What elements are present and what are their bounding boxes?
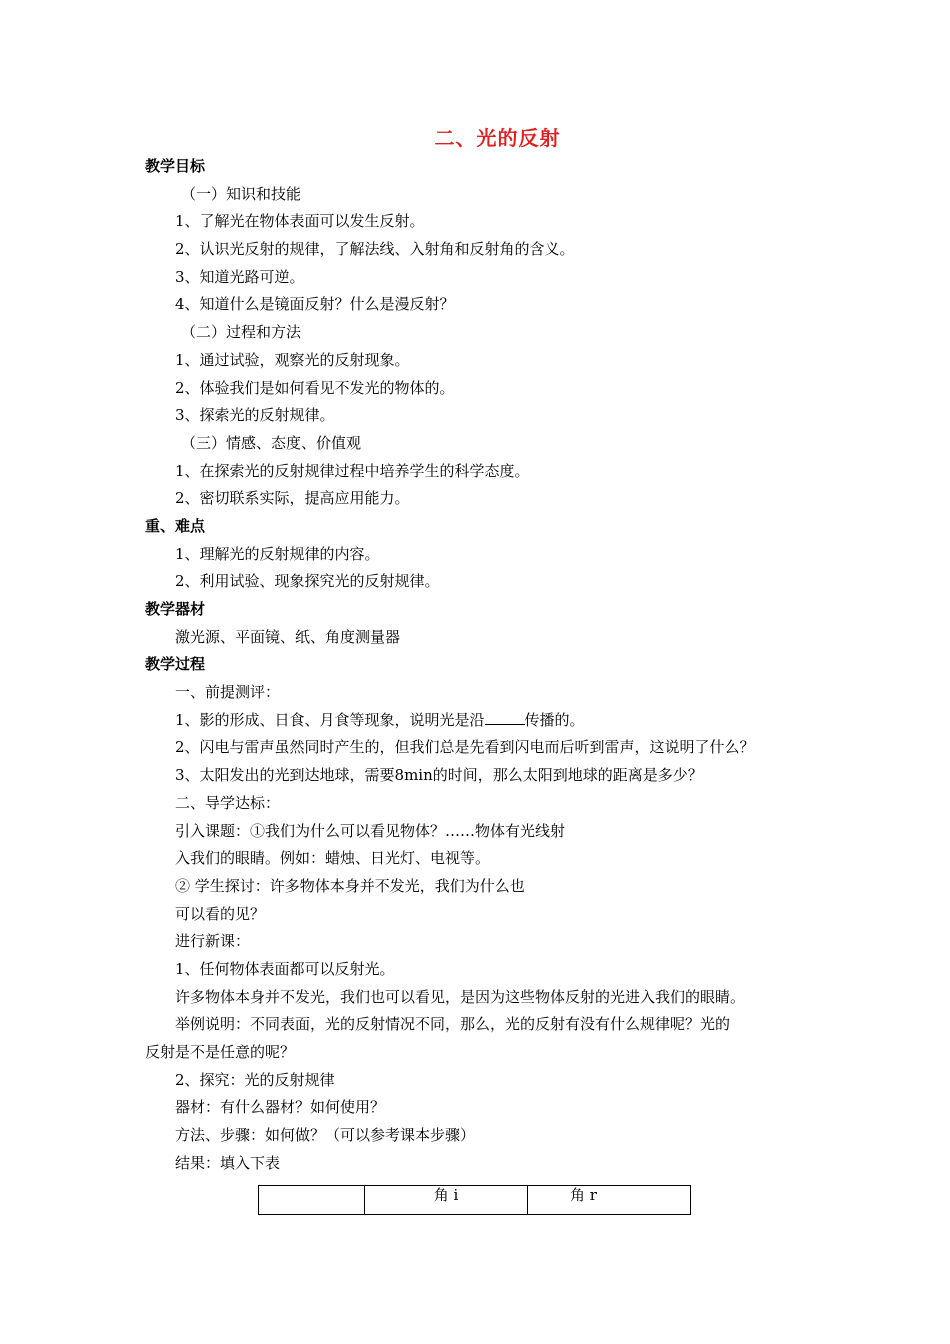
paragraph: 二、导学达标： bbox=[175, 793, 281, 812]
paragraph: 许多物体本身并不发光，我们也可以看见，是因为这些物体反射的光进入我们的眼睛。 bbox=[175, 987, 746, 1006]
list-item: 2、利用试验、现象探究光的反射规律。 bbox=[175, 572, 440, 591]
table-header-angle-r: 角 r bbox=[528, 1186, 691, 1215]
paragraph: 引入课题：①我们为什么可以看见物体？……物体有光线射 bbox=[175, 821, 566, 840]
list-item: 1、在探索光的反射规律过程中培养学生的科学态度。 bbox=[175, 461, 530, 480]
section-heading-equipment: 教学器材 bbox=[145, 600, 206, 618]
paragraph: 方法、步骤：如何做？（可以参考课本步骤） bbox=[175, 1126, 476, 1145]
paragraph: 进行新课： bbox=[175, 932, 251, 951]
list-item: 1、理解光的反射规律的内容。 bbox=[175, 544, 380, 563]
table-header-angle-i: 角 i bbox=[365, 1186, 528, 1215]
list-item: 2、密切联系实际，提高应用能力。 bbox=[175, 489, 410, 508]
table-cell bbox=[259, 1186, 365, 1215]
paragraph: 2、探究：光的反射规律 bbox=[175, 1070, 335, 1089]
question-item: 3、太阳发出的光到达地球，需要8min的时间，那么太阳到地球的距离是多少？ bbox=[175, 766, 703, 785]
paragraph: 一、前提测评： bbox=[175, 683, 281, 702]
question-text: 1、影的形成、日食、月食等现象，说明光是沿 bbox=[175, 710, 485, 729]
list-item: 1、了解光在物体表面可以发生反射。 bbox=[175, 212, 425, 231]
list-item: 1、通过试验，观察光的反射现象。 bbox=[175, 350, 410, 369]
table-row bbox=[259, 1186, 691, 1215]
paragraph: 可以看的见？ bbox=[175, 904, 266, 923]
section-heading-process: 教学过程 bbox=[145, 655, 206, 674]
paragraph: ② 学生探讨：许多物体本身并不发光，我们为什么也 bbox=[175, 876, 525, 895]
paragraph: 反射是不是任意的呢？ bbox=[145, 1043, 296, 1061]
subheading-process: （二）过程和方法 bbox=[181, 323, 302, 342]
results-table bbox=[258, 1185, 691, 1215]
paragraph: 器材：有什么器材？如何使用？ bbox=[175, 1098, 386, 1117]
subheading-knowledge: （一）知识和技能 bbox=[181, 184, 302, 203]
fill-in-blank bbox=[485, 710, 525, 725]
question-item bbox=[145, 707, 825, 735]
equipment-list: 激光源、平面镜、纸、角度测量器 bbox=[175, 627, 401, 646]
list-item: 2、认识光反射的规律，了解法线、入射角和反射角的含义。 bbox=[175, 240, 575, 259]
paragraph: 结果：填入下表 bbox=[175, 1153, 281, 1172]
paragraph: 1、任何物体表面都可以反射光。 bbox=[175, 959, 395, 978]
document-body bbox=[145, 153, 825, 1177]
list-item: 4、知道什么是镜面反射？什么是漫反射？ bbox=[175, 295, 455, 314]
paragraph: 举例说明：不同表面，光的反射情况不同，那么，光的反射有没有什么规律呢？光的 bbox=[175, 1015, 731, 1034]
question-text: 传播的。 bbox=[524, 710, 585, 729]
document-title: 二、光的反射 bbox=[434, 126, 561, 150]
paragraph: 入我们的眼睛。例如：蜡烛、日光灯、电视等。 bbox=[175, 849, 491, 868]
section-heading-key-points: 重、难点 bbox=[145, 516, 206, 535]
list-item: 3、探索光的反射规律。 bbox=[175, 406, 335, 425]
section-heading-goals: 教学目标 bbox=[145, 157, 206, 175]
subheading-attitude: （三）情感、态度、价值观 bbox=[181, 433, 362, 452]
list-item: 3、知道光路可逆。 bbox=[175, 267, 305, 286]
question-item: 2、闪电与雷声虽然同时产生的，但我们总是先看到闪电而后听到雷声，这说明了什么？ bbox=[175, 738, 755, 757]
list-item: 2、体验我们是如何看见不发光的物体的。 bbox=[175, 378, 455, 397]
